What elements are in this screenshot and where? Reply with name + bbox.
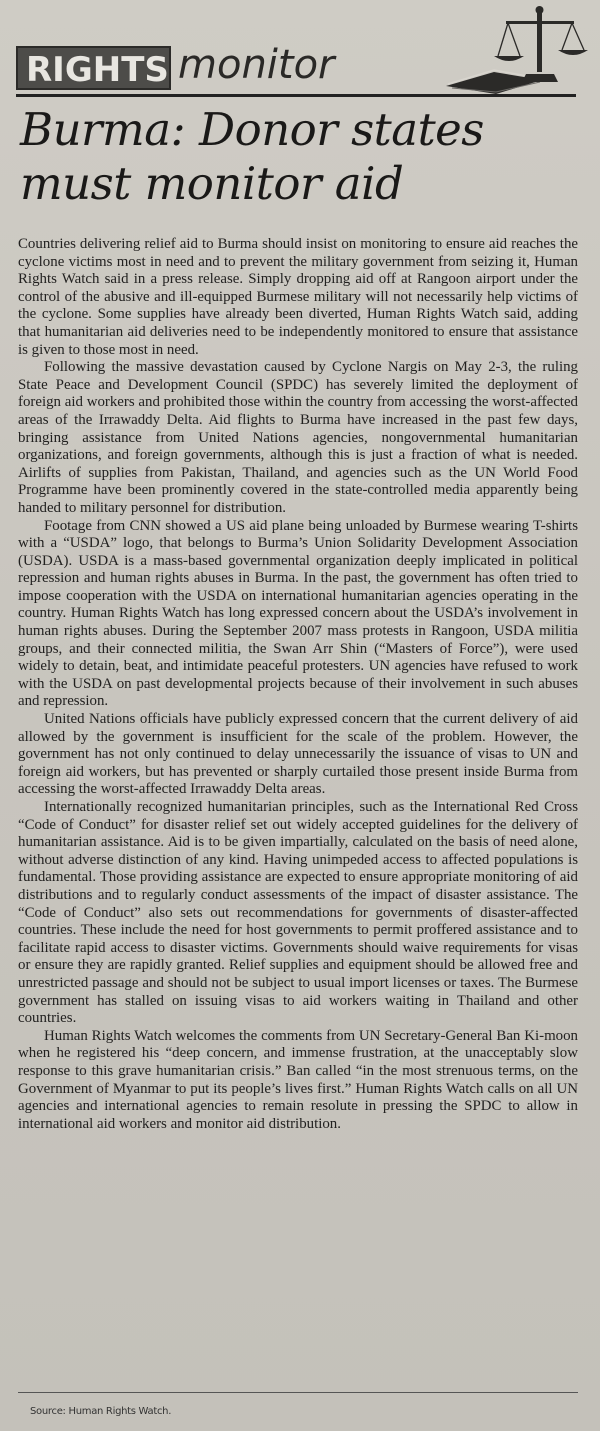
masthead-divider	[16, 94, 576, 97]
article-paragraph: Countries delivering relief aid to Burma should insist on monitoring to ensure aid reaches the cyclone victims most in need and to prevent the military government from seizing it, Human Rights Watch said in a press release. Simply dropping aid off at Rangoon airport under the control of the abusive and ill-equipped Burmese military will not necessarily help victims of the cyclone. Some supplies have already been diverted, Human Rights Watch said, adding that humanitarian aid deliveries need to be independently monitored to ensure that assistance is given to those most in need.	[18, 236, 578, 358]
source-credit: Source: Human Rights Watch.	[30, 1406, 172, 1417]
article-paragraph: Following the massive devastation caused by Cyclone Nargis on May 2-3, the ruling State Peace and Development Council (SPDC) has severely limited the deployment of foreign aid workers and prohibited those within the country from accessing the worst-affected areas of the Irrawaddy Delta. Aid flights to Burma have increased in the past few days, bringing assistance from United Nations agencies, nongovernmental humanitarian organizations, and foreign governments, although this is just a fraction of what is needed. Airlifts of supplies from Pakistan, Thailand, and agencies such as the UN World Food Programme have been prominently covered in the state-controlled media apparently being handed to military personnel for distribution.	[18, 359, 578, 516]
article-paragraph: Footage from CNN showed a US aid plane being unloaded by Burmese wearing T-shirts with a “USDA” logo, that belongs to Burma’s Union Solidarity Development Association (USDA). USDA is a mass-based governmental organization deeply implicated in political repression and human rights abuses in Burma. In the past, the government has often tried to impose cooperation with the USDA on international humanitarian agencies operating in the country. Human Rights Watch has long expressed concern about the USDA’s involvement in human rights abuses. During the September 2007 mass protests in Rangoon, USDA militia groups, and their connected militia, the Swan Arr Shin (“Masters of Force”), were used widely to detain, beat, and intimidate peaceful protesters. UN agencies have refused to work with the USDA on past developmental projects because of their involvement in such abuses and repression.	[18, 517, 578, 710]
section-tag: RIGHTS	[26, 50, 169, 90]
scales-of-justice-icon	[434, 4, 594, 96]
article-headline: Burma: Donor states must monitor aid	[20, 103, 484, 210]
article-paragraph: Human Rights Watch welcomes the comments from UN Secretary-General Ban Ki-moon when he registered his “deep concern, and immense frustration, at the unacceptably slow response to this grave humanitarian crisis.” Ban called “in the most strenuous terms, on the Government of Myanmar to put its people’s lives first.” Human Rights Watch calls on all UN agencies and international agencies to remain resolute in pressing the SPDC to allow in international aid workers and monitor aid distribution.	[18, 1027, 578, 1132]
section-tag-box	[16, 46, 171, 90]
article-paragraph: United Nations officials have publicly expressed concern that the current delivery of aid allowed by the government is insufficient for the scale of the problem. However, the government has not only continued to delay unnecessarily the issuance of visas to UN and foreign aid workers, but has prevented or sharply curtailed those present inside Burma from accessing the worst-affected Irrawaddy Delta areas.	[18, 711, 578, 798]
section-name: monitor	[178, 42, 335, 88]
article-body	[18, 236, 578, 1133]
article-paragraph: Internationally recognized humanitarian principles, such as the International Red Cross “Code of Conduct” for disaster relief set out widely accepted guidelines for the delivery of humanitarian assistance. Aid is to be given impartially, calculated on the basis of need alone, without adverse distinction of any kind. Having unimpeded access to affected populations is fundamental. Those providing assistance are expected to ensure appropriate monitoring of aid distributions and to regularly conduct assessments of the impact of disaster assistance. The “Code of Conduct” also sets out recommendations for governments of disaster-affected countries. These include the need for host governments to permit proffered assistance and to facilitate rapid access to disaster victims. Governments should waive requirements for visas or ensure they are rapidly granted. Relief supplies and equipment should be allowed free and unrestricted passage and should not be subject to usual import licenses or taxes. The Burmese government has stalled on issuing visas to aid workers waiting in Thailand and other countries.	[18, 799, 578, 1027]
section-masthead	[16, 42, 576, 94]
footer-divider	[18, 1392, 578, 1393]
